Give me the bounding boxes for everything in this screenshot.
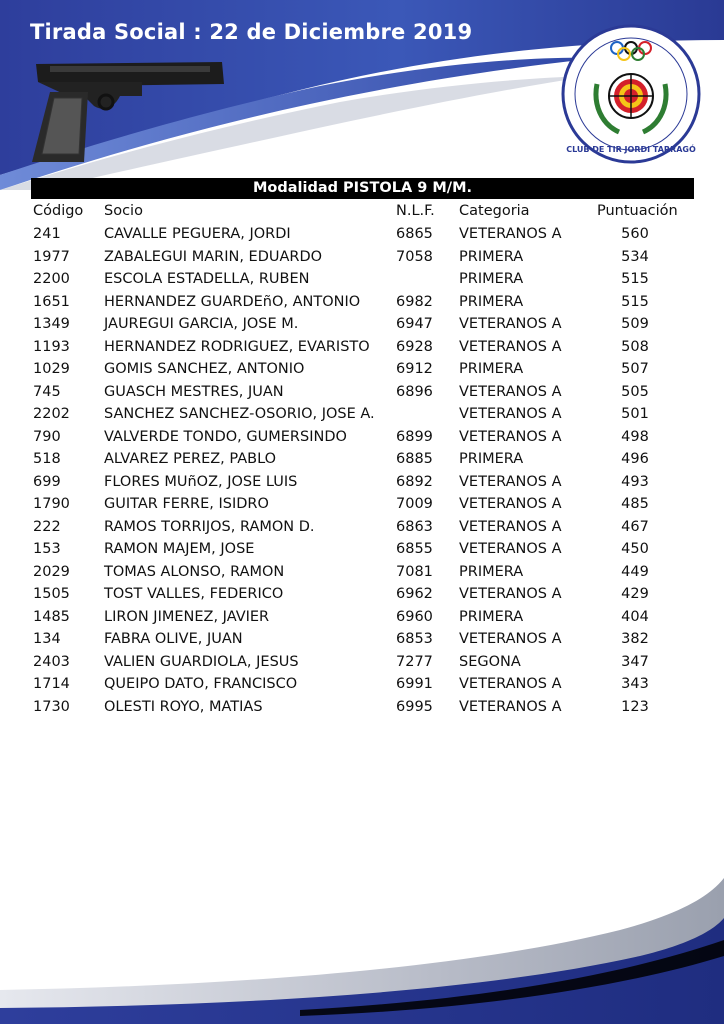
cell-puntuacion: 515 xyxy=(621,271,649,287)
cell-codigo: 153 xyxy=(33,541,61,557)
footer-banner xyxy=(0,860,724,1024)
table-row xyxy=(31,515,694,538)
results-table xyxy=(31,178,694,717)
cell-puntuacion: 347 xyxy=(621,653,649,670)
cell-nlf: 6962 xyxy=(396,586,433,602)
cell-socio: JAUREGUI GARCIA, JOSE M. xyxy=(104,316,299,332)
table-row xyxy=(31,537,694,560)
cell-codigo: 2202 xyxy=(33,406,70,422)
cell-categoria: PRIMERA xyxy=(459,608,524,625)
cell-nlf: 6863 xyxy=(396,518,433,535)
table-row xyxy=(31,267,694,290)
cell-categoria: VETERANOS A xyxy=(459,676,562,692)
cell-nlf: 6982 xyxy=(396,293,433,310)
cell-socio: SANCHEZ SANCHEZ-OSORIO, JOSE A. xyxy=(104,406,375,422)
cell-socio: LIRON JIMENEZ, JAVIER xyxy=(104,608,270,625)
cell-puntuacion: 493 xyxy=(621,473,649,490)
cell-codigo: 518 xyxy=(33,451,61,467)
cell-codigo: 1349 xyxy=(33,316,70,332)
table-body xyxy=(31,222,694,717)
section-title: Modalidad PISTOLA 9 M/M. xyxy=(31,178,694,199)
cell-categoria: VETERANOS A xyxy=(459,518,562,535)
cell-puntuacion: 498 xyxy=(621,428,649,445)
cell-nlf: 7009 xyxy=(396,496,433,512)
cell-socio: QUEIPO DATO, FRANCISCO xyxy=(104,676,298,692)
table-row xyxy=(31,695,694,718)
cell-codigo: 1651 xyxy=(33,293,70,310)
table-header xyxy=(31,199,694,222)
cell-categoria: VETERANOS A xyxy=(459,473,562,490)
cell-socio: FABRA OLIVE, JUAN xyxy=(104,631,243,647)
table-row xyxy=(31,582,694,605)
logo-caption: CLUB DE TIR JORDI TARRAGÓ xyxy=(566,145,696,154)
cell-codigo: 1505 xyxy=(33,586,70,602)
cell-categoria: PRIMERA xyxy=(459,248,524,265)
cell-categoria: VETERANOS A xyxy=(459,496,562,512)
table-row xyxy=(31,447,694,470)
cell-categoria: VETERANOS A xyxy=(459,383,562,400)
cell-categoria: VETERANOS A xyxy=(459,698,562,715)
cell-puntuacion: 560 xyxy=(621,226,649,242)
cell-categoria: VETERANOS A xyxy=(459,316,562,332)
cell-puntuacion: 505 xyxy=(621,383,649,400)
table-row xyxy=(31,402,694,425)
pistol-image xyxy=(24,52,234,167)
table-row xyxy=(31,245,694,268)
table-row xyxy=(31,672,694,695)
cell-socio: HERNANDEZ RODRIGUEZ, EVARISTO xyxy=(104,338,370,355)
cell-socio: TOST VALLES, FEDERICO xyxy=(104,586,284,602)
cell-nlf: 6853 xyxy=(396,631,433,647)
cell-codigo: 1714 xyxy=(33,676,70,692)
header-socio: Socio xyxy=(104,203,143,219)
cell-codigo: 2029 xyxy=(33,563,70,580)
cell-puntuacion: 123 xyxy=(621,698,649,715)
cell-codigo: 1730 xyxy=(33,698,70,715)
cell-puntuacion: 496 xyxy=(621,451,649,467)
cell-nlf: 6896 xyxy=(396,383,433,400)
cell-nlf: 6899 xyxy=(396,428,433,445)
header-codigo: Código xyxy=(33,203,84,219)
cell-nlf: 6855 xyxy=(396,541,433,557)
cell-categoria: PRIMERA xyxy=(459,293,524,310)
cell-socio: VALIEN GUARDIOLA, JESUS xyxy=(104,653,299,670)
table-row xyxy=(31,425,694,448)
header-nlf: N.L.F. xyxy=(396,203,435,219)
table-row xyxy=(31,627,694,650)
cell-nlf: 6892 xyxy=(396,473,433,490)
table-row xyxy=(31,560,694,583)
cell-nlf: 7277 xyxy=(396,653,433,670)
page-title: Tirada Social : 22 de Diciembre 2019 xyxy=(30,20,473,44)
cell-puntuacion: 429 xyxy=(621,586,649,602)
cell-puntuacion: 507 xyxy=(621,361,649,377)
club-logo xyxy=(561,24,701,164)
cell-puntuacion: 450 xyxy=(621,541,649,557)
cell-socio: FLORES MUñOZ, JOSE LUIS xyxy=(104,473,298,490)
cell-socio: RAMOS TORRIJOS, RAMON D. xyxy=(104,518,315,535)
cell-nlf: 6991 xyxy=(396,676,433,692)
cell-codigo: 222 xyxy=(33,518,61,535)
cell-codigo: 790 xyxy=(33,428,61,445)
cell-socio: HERNANDEZ GUARDEñO, ANTONIO xyxy=(104,293,361,310)
cell-nlf: 6865 xyxy=(396,226,433,242)
cell-socio: ESCOLA ESTADELLA, RUBEN xyxy=(104,271,310,287)
cell-socio: GOMIS SANCHEZ, ANTONIO xyxy=(104,361,305,377)
cell-puntuacion: 509 xyxy=(621,316,649,332)
cell-puntuacion: 382 xyxy=(621,631,649,647)
cell-nlf: 6947 xyxy=(396,316,433,332)
cell-nlf: 6995 xyxy=(396,698,433,715)
cell-categoria: VETERANOS A xyxy=(459,428,562,445)
cell-codigo: 241 xyxy=(33,226,61,242)
cell-nlf: 7058 xyxy=(396,248,433,265)
table-row xyxy=(31,605,694,628)
cell-categoria: PRIMERA xyxy=(459,451,524,467)
cell-puntuacion: 343 xyxy=(621,676,649,692)
table-row xyxy=(31,222,694,245)
cell-categoria: VETERANOS A xyxy=(459,631,562,647)
cell-puntuacion: 515 xyxy=(621,293,649,310)
cell-nlf: 7081 xyxy=(396,563,433,580)
table-row xyxy=(31,492,694,515)
cell-puntuacion: 449 xyxy=(621,563,649,580)
cell-socio: TOMAS ALONSO, RAMON xyxy=(104,563,285,580)
cell-categoria: PRIMERA xyxy=(459,563,524,580)
cell-codigo: 1485 xyxy=(33,608,70,625)
table-row xyxy=(31,380,694,403)
cell-socio: ZABALEGUI MARIN, EDUARDO xyxy=(104,248,323,265)
table-row xyxy=(31,335,694,358)
table-row xyxy=(31,312,694,335)
cell-puntuacion: 404 xyxy=(621,608,649,625)
cell-nlf: 6912 xyxy=(396,361,433,377)
cell-categoria: SEGONA xyxy=(459,653,521,670)
table-row xyxy=(31,290,694,313)
cell-puntuacion: 467 xyxy=(621,518,649,535)
cell-socio: CAVALLE PEGUERA, JORDI xyxy=(104,226,291,242)
cell-nlf: 6960 xyxy=(396,608,433,625)
cell-categoria: VETERANOS A xyxy=(459,226,562,242)
cell-categoria: VETERANOS A xyxy=(459,541,562,557)
cell-codigo: 2200 xyxy=(33,271,70,287)
cell-puntuacion: 534 xyxy=(621,248,649,265)
table-row xyxy=(31,470,694,493)
cell-socio: RAMON MAJEM, JOSE xyxy=(104,541,255,557)
cell-socio: ALVAREZ PEREZ, PABLO xyxy=(104,451,277,467)
cell-categoria: VETERANOS A xyxy=(459,406,562,422)
table-row xyxy=(31,650,694,673)
cell-puntuacion: 501 xyxy=(621,406,649,422)
cell-categoria: VETERANOS A xyxy=(459,338,562,355)
cell-nlf: 6928 xyxy=(396,338,433,355)
cell-codigo: 1193 xyxy=(33,338,70,355)
cell-nlf: 6885 xyxy=(396,451,433,467)
cell-codigo: 1790 xyxy=(33,496,70,512)
cell-socio: VALVERDE TONDO, GUMERSINDO xyxy=(104,428,347,445)
cell-codigo: 745 xyxy=(33,383,61,400)
cell-codigo: 1977 xyxy=(33,248,70,265)
table-row xyxy=(31,357,694,380)
cell-codigo: 1029 xyxy=(33,361,70,377)
cell-codigo: 699 xyxy=(33,473,61,490)
cell-puntuacion: 508 xyxy=(621,338,649,355)
cell-socio: GUASCH MESTRES, JUAN xyxy=(104,383,284,400)
header-categoria: Categoria xyxy=(459,203,530,219)
cell-categoria: PRIMERA xyxy=(459,271,524,287)
cell-codigo: 2403 xyxy=(33,653,70,670)
header-puntuacion: Puntuación xyxy=(597,203,678,219)
cell-socio: GUITAR FERRE, ISIDRO xyxy=(104,496,269,512)
cell-categoria: VETERANOS A xyxy=(459,586,562,602)
cell-socio: OLESTI ROYO, MATIAS xyxy=(104,698,263,715)
cell-puntuacion: 485 xyxy=(621,496,649,512)
cell-codigo: 134 xyxy=(33,631,61,647)
cell-categoria: PRIMERA xyxy=(459,361,524,377)
